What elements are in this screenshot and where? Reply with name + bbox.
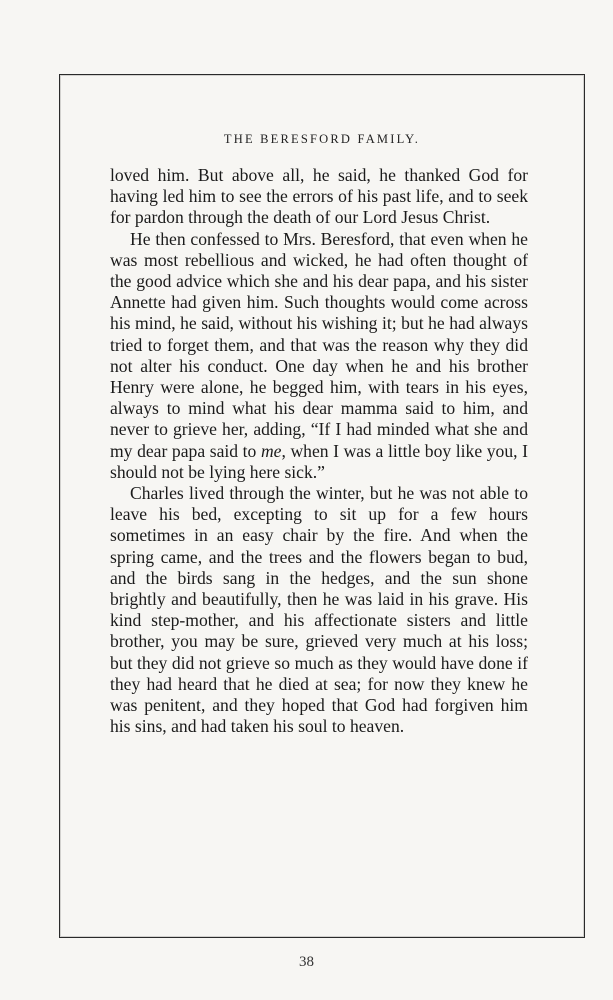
paragraph-1: loved him. But above all, he said, he thanked God for having led him to see the errors of his past life, and to seek for pardon through the death of our Lord Jesus Christ. <box>110 165 528 228</box>
running-head: THE BERESFORD FAMILY. <box>223 132 421 146</box>
emphasis-word: me <box>260 440 282 461</box>
paragraph-2-text-before: He then confessed to Mrs. Beresford, that even when he was most rebellious and wicked, he had often thought of the good advice which she and his dear papa, and his sister Annette had given him. Such thoughts would come across his mind, he said, without his wishing it; but he had always tried to forget them, and that was the reason why they did not alter his conduct. One day when he and his brother Henry were alone, he begged him, with tears in his eyes, always to mind what his dear mamma said to him, and never to grieve her, adding, “If I had minded what she and my dear papa said to <box>110 228 528 461</box>
body-text <box>110 165 528 737</box>
paragraph-2-text-after: , when I was a little boy like you, I should not be lying here sick.” <box>110 440 528 482</box>
page-number: 38 <box>299 954 314 970</box>
paragraph-3: Charles lived through the winter, but he was not able to leave his bed, excepting to sit up for a few hours sometimes in an easy chair by the fire. And when the spring came, and the trees and the flowers began to bud, and the birds sang in the hedges, and the sun shone brightly and beautifully, then he was laid in his grave. His kind step-mother, and his affectionate sisters and little brother, you may be sure, grieved very much at his loss; but they did not grieve so much as they would have done if they had heard that he died at sea; for now they knew he was penitent, and they hoped that God had forgiven him his sins, and had taken his soul to heaven. <box>110 483 528 737</box>
paragraph-2 <box>110 229 528 483</box>
